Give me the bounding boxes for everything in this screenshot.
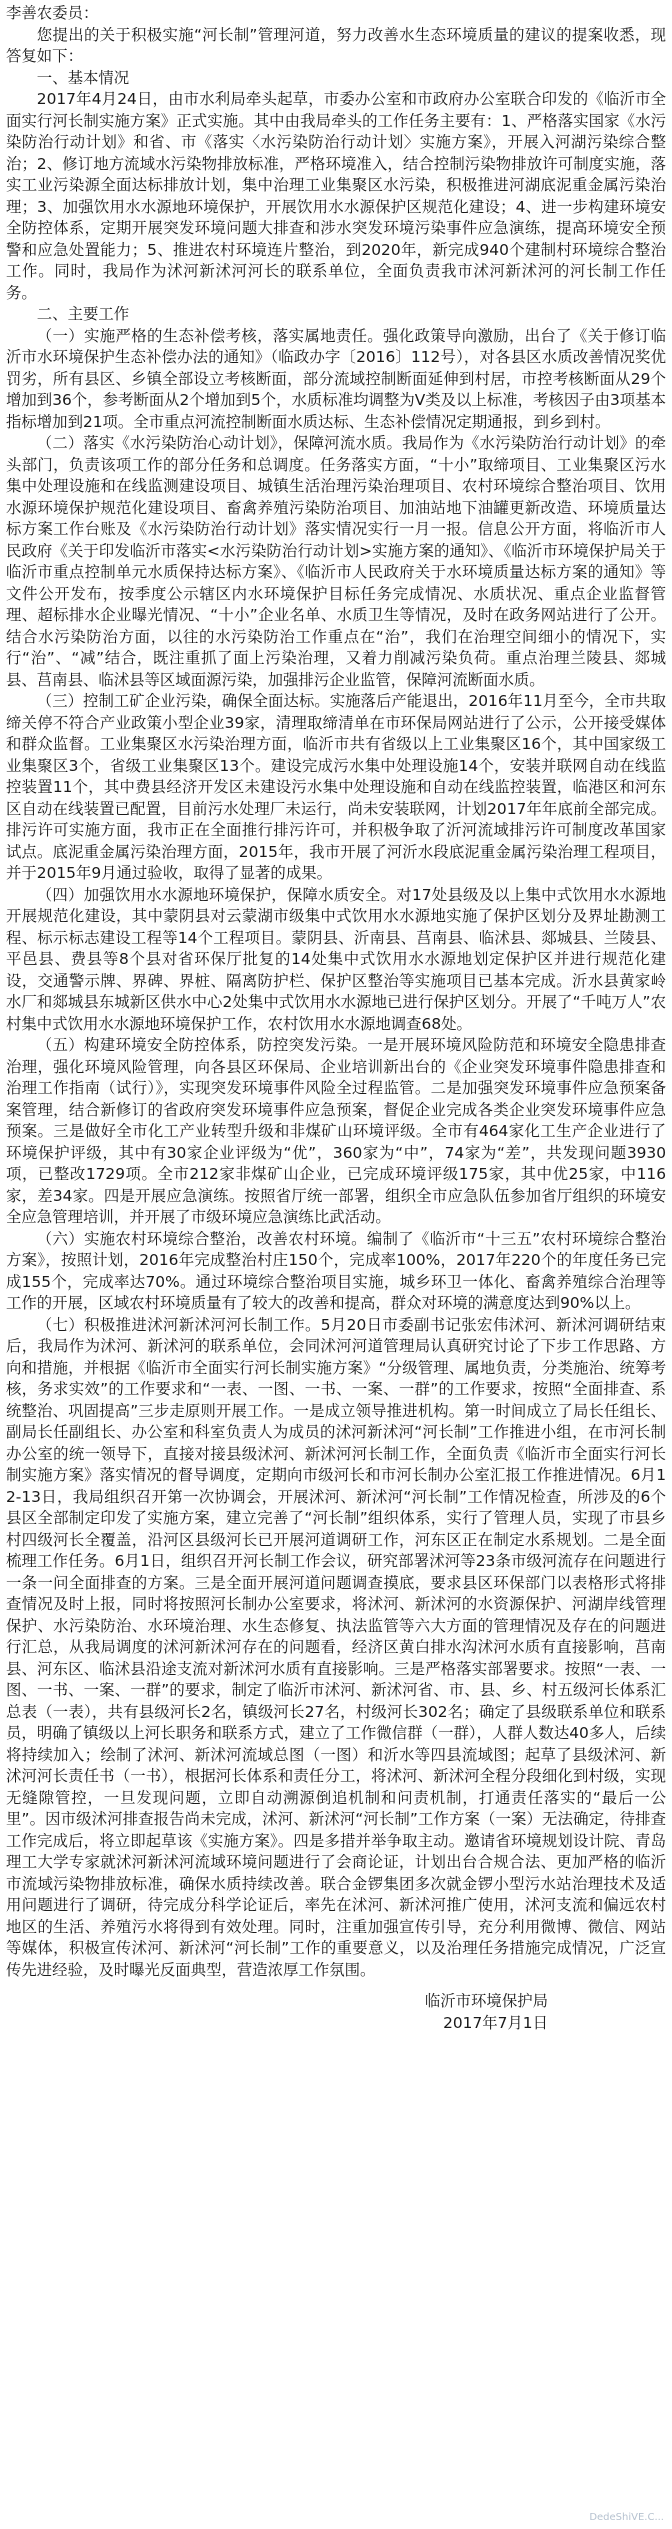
basic-situation-paragraph: 2017年4月24日，由市水利局牵头起草，市委办公室和市政府办公室联合印发的《临沂市全面实行河长制实施方案》正式实施。其中由我局牵头的工作任务主要有：1、严格落实国家《水污染防治行动计划》和省、市《落实〈水污染防治行动计划〉实施方案》，开展入河湖污染综合整治；2、修订地方流域水污染物排放标准，严格环境准入，结合控制污染物排放许可制度实施，落实工业污染源全面达标排放计划，集中治理工业集聚区水污染，积极推进河湖底泥重金属污染治理；3、加强饮用水水源地环境保护，开展饮用水水源保护区规范化建设；4、进一步构建环境安全防控体系，定期开展突发环境问题大排查和涉水突发环境污染事件应急演练，提高环境安全预警和应急处置能力；5、推进农村环境连片整治，到2020年，新完成940个建制村环境综合整治工作。同时，我局作为沭河新沭河河长的联系单位，全面负责我市沭河新沭河的河长制工作任务。 <box>6 90 666 302</box>
work-item-2: （二）落实《水污染防治心动计划》，保障河流水质。我局作为《水污染防治行动计划》的牵头部门，负责该项工作的部分任务和总调度。任务落实方面，“十小”取缔项目、工业集聚区污水集中处理设施和在线监测建设项目、城镇生活治理污染治理项目、农村环境综合整治项目、饮用水源环境保护规范化建设项目、畜禽养殖污染防治项目、加油站地下油罐更新改造、环境质量达标方案工作台账及《水污染防治行动计划》落实情况实行一月一报。信息公开方面，将临沂市人民政府《关于印发临沂市落实<水污染防治行动计划>实施方案的通知》、《临沂市环境保护局关于临沂市重点控制单元水质保持达标方案》、《临沂市人民政府关于水环境质量达标方案的通知》等文件公开发布，按季度公示辖区内水环境保护目标任务完成情况、水质状况、重点企业监督管理、超标排水企业曝光情况、“十小”企业名单、水质卫生等情况，及时在政务网站进行了公开。结合水污染防治方面，以往的水污染防治工作重点在“治”，我们在治理空间细小的情况下，实行“治”、“减”结合，既注重抓了面上污染治理，又着力削减污染负荷。重点治理兰陵县、郯城县、莒南县、临沭县等区域面源污染，加强排污企业监管，保障河流断面水质。 <box>6 434 666 689</box>
work-item-6: （六）实施农村环境综合整治，改善农村环境。编制了《临沂市“十三五”农村环境综合整治方案》，按照计划，2016年完成整治村庄150个，完成率100%，2017年220个的年度任务已完成155个，完成率达70%。通过环境综合整治项目实施，城乡环卫一体化、畜禽养殖综合治理等工作的开展，区域农村环境质量有了较大的改善和提高，群众对环境的满意度达到90%以上。 <box>6 1229 666 1312</box>
site-watermark: DedeShiVE.C... <box>589 2512 664 2523</box>
work-item-5: （五）构建环境安全防控体系，防控突发污染。一是开展环境风险防范和环境安全隐患排查治理，强化环境风险管理，向各县区环保局、企业培训新出台的《企业突发环境事件隐患排查和治理工作指南（试行）》，实现突发环境事件风险全过程监管。二是加强突发环境事件应急预案备案管理，结合新修订的省政府突发环境事件应急预案，督促企业完成各类企业突发环境事件应急预案。三是做好全市化工产业转型升级和非煤矿山环境评级。全市有464家化工生产企业进行了环境保护评级，其中有30家企业评级为“优”，360家为“中”，74家为“差”，共发现问题3930项，已整改1729项。全市212家非煤矿山企业，已完成环境评级175家，其中优25家，中116家，差34家。四是开展应急演练。按照省厅统一部署，组织全市应急队伍参加省厅组织的环境安全应急管理培训，并开展了市级环境应急演练比武活动。 <box>6 1036 666 1226</box>
work-item-7: （七）积极推进沭河新沭河河长制工作。5月20日市委副书记张宏伟沭河、新沭河调研结束后，我局作为沭河、新沭河的联系单位，会同沭河河道管理局认真研究讨论了下步工作思路、方向和措施，并根据《临沂市全面实行河长制实施方案》“分级管理、属地负责，分类施治、统筹考核，务求实效”的工作要求和“一表、一图、一书、一案、一群”的工作要求，按照“全面排查、系统整治、巩固提高”三步走原则开展工作。一是成立领导推进机构。第一时间成立了局长任组长、副局长任副组长、办公室和科室负责人为成员的沭河新沭河“河长制”工作推进小组，在市河长制办公室的统一领导下，直接对接县级沭河、新沭河河长制工作，全面负责《临沂市全面实行河长制实施方案》落实情况的督导调度，定期向市级河长和市河长制办公室汇报工作推进情况。6月12-13日，我局组织召开第一次协调会，开展沭河、新沭河“河长制”工作情况检查，所涉及的6个县区全部制定印发了实施方案，建立完善了“河长制”组织体系，实行了管理人员，实现了市县乡村四级河长全覆盖，沿河区县级河长已开展河道调研工作，河东区正在制定水系规划。二是全面梳理工作任务。6月1日，组织召开河长制工作会议，研究部署沭河等23条市级河流存在问题进行一条一问全面排查的方案。三是全面开展河道问题调查摸底，要求县区环保部门以表格形式将排查情况及时上报，同时将按照河长制办公室要求，将沭河、新沭河的水资源保护、河湖岸线管理保护、水污染防治、水环境治理、水生态修复、执法监管等六大方面的管理情况及存在的问题进行汇总，从我局调度的沭河新沭河存在的问题看，经济区黄白排水沟沭河水质有直接影响，莒南县、河东区、临沭县沿途支流对新沭河水质有直接影响。三是严格落实部署要求。按照“一表、一图、一书、一案、一群”的要求，制定了临沂市沭河、新沭河省、市、县、乡、村五级河长体系汇总表（一表），共有县级河长2名，镇级河长27名，村级河长302名；确定了县级联系单位和联系员，明确了镇级以上河长职务和联系方式，建立了工作微信群（一群），人群人数达40多人，后续将持续加入；绘制了沭河、新沭河流域总图（一图）和沂水等四县流域图；起草了县级沭河、新沭河河长责任书（一书），根据河长体系和责任分工，将沭河、新沭河全程分段细化到村级，实现无缝隙管控，一旦发现问题，立即自动溯源倒追机制和问责机制，打通责任落实的“最后一公里”。因市级沭河排查报告尚未完成，沭河、新沭河“河长制”工作方案（一案）无法确定，待排查工作完成后，将立即起草该《实施方案》。四是多措并举争取主动。邀请省环境规划设计院、青岛理工大学专家就沭河新沭河流域环境问题进行了会商论证，计划出台合规合法、更加严格的临沂市流域污染物排放标准，确保水质持续改善。联合金锣集团多次就金锣小型污水站治理技术及适用问题进行了调研，待完成分科学论证后，率先在沭河、新沭河推广使用，沭河支流和偏远农村地区的生活、养殖污水将得到有效处理。同时，注重加强宣传引导，充分利用微博、微信、网站等媒体，积极宣传沭河、新沭河“河长制”工作的重要意义，以及治理任务措施完成情况，广泛宣传先进经验，及时曝光反面典型，营造浓厚工作氛围。 <box>6 1315 666 1979</box>
signature-date: 2017年7月1日 <box>443 2013 548 2032</box>
signature-block <box>6 1991 666 2034</box>
work-item-4: （四）加强饮用水水源地环境保护，保障水质安全。对17处县级及以上集中式饮用水水源地开展规范化建设，其中蒙阴县对云蒙湖市级集中式饮用水水源地实施了保护区划分及界址勘测工程、标示标志建设工程等14个工程项目。蒙阴县、沂南县、莒南县、临沭县、郯城县、兰陵县、平邑县、费县等8个县对省环保厅批复的14处集中式饮用水水源地划定保护区并进行规范化建设，交通警示牌、界碑、界桩、隔离防护栏、保护区整治等实施项目已基本完成。沂水县黄家岭水厂和郯城县东城新区供水中心2处集中式饮用水水源地已进行保护区划分。开展了“千吨万人”农村集中式饮用水水源地环境保护工作，农村饮用水水源地调查68处。 <box>6 885 666 1033</box>
section-heading-basic: 一、基本情况 <box>36 68 130 87</box>
salutation: 李善农委员： <box>6 4 99 22</box>
work-item-1: （一）实施严格的生态补偿考核，落实属地责任。强化政策导向激励，出台了《关于修订临沂市水环境保护生态补偿办法的通知》（临政办字〔2016〕112号），对各县区水质改善情况奖优罚劣，所有县区、乡镇全部设立考核断面，部分流域控制断面延伸到村居，市控考核断面从29个增加到36个，参考断面从2个增加到5个，水质标准均调整为Ⅴ类及以上标准，考核因子由3项基本指标增加到21项。全市重点河流控制断面水质达标、生态补偿情况定期通报，到乡到村。 <box>6 326 666 431</box>
signature-org: 临沂市环境保护局 <box>424 1992 548 2010</box>
work-item-3: （三）控制工矿企业污染，确保全面达标。实施落后产能退出，2016年11月至今，全市共取缔关停不符合产业政策小型企业39家，清理取缔清单在市环保局网站进行了公示，公开接受媒体和群众监督。工业集聚区水污染治理方面，临沂市共有省级以上工业集聚区16个，其中国家级工业集聚区3个，省级工业集聚区13个。建设完成污水集中处理设施14个，安装并联网自动在线监控装置11个，其中费县经济开发区未建设污水集中处理设施和自动在线监控装置，临港区和河东区自动在线装置已配置，目前污水处理厂未运行，尚未安装联网，计划2017年年底前全部完成。排污许可实施方面，我市正在全面推行排污许可，并积极争取了沂河流域排污许可制度改革国家试点。底泥重金属污染治理方面，2015年，我市开展了河沂水段底泥重金属污染治理工程项目，并于2015年9月通过验收，取得了显著的成果。 <box>6 692 666 882</box>
intro-paragraph: 您提出的关于积极实施“河长制”管理河道，努力改善水生态环境质量的建议的提案收悉，现答复如下： <box>6 25 666 65</box>
section-heading-main-work: 二、主要工作 <box>36 305 130 323</box>
